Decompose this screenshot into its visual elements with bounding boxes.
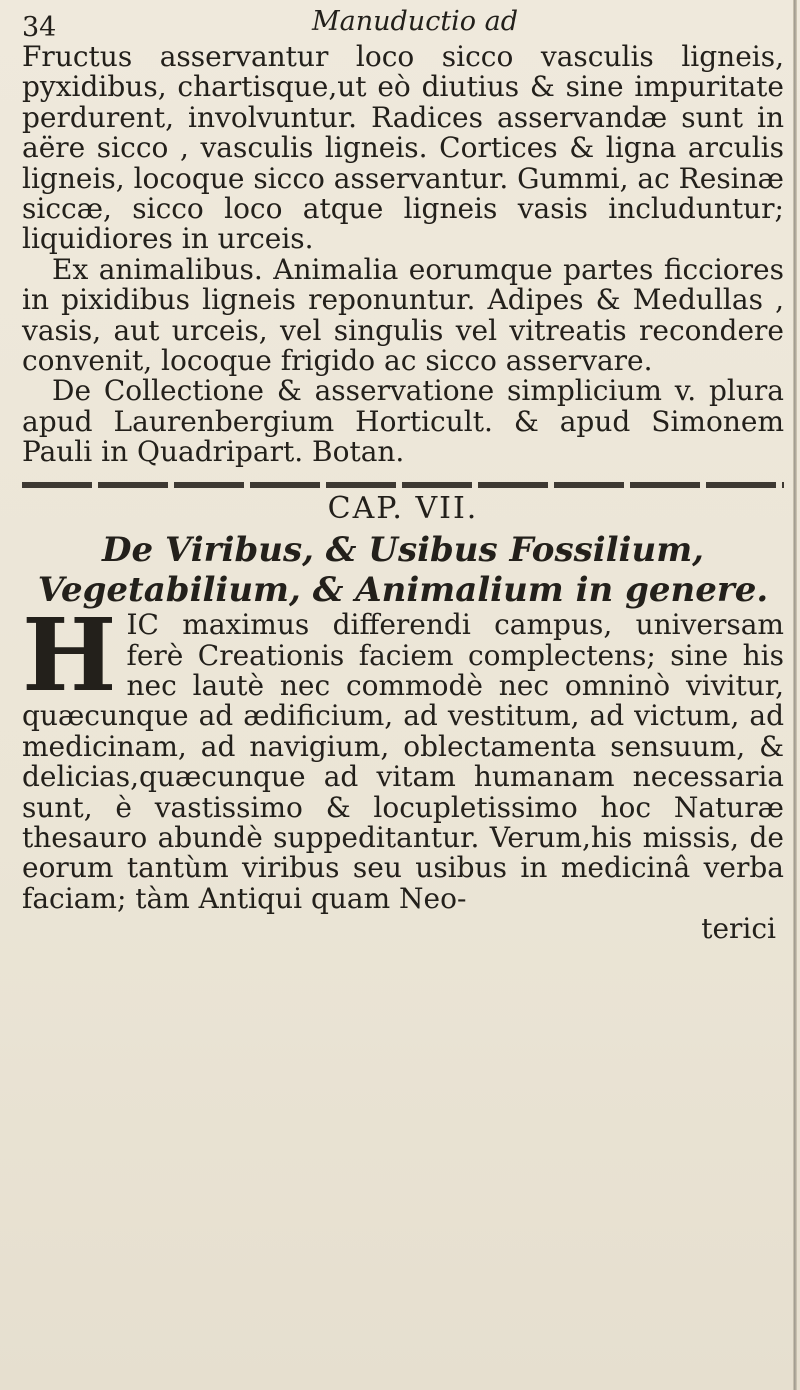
section-rule xyxy=(22,482,784,488)
page-header xyxy=(22,2,782,42)
catchword: terici xyxy=(701,912,776,946)
paragraph-collectione: De Collectione & asservatione simplicium v. plura apud Laurenbergium Horticult. & apud Simonem Pauli in Quadripart. Botan. xyxy=(22,374,784,469)
page-text xyxy=(22,42,784,945)
chapter-body xyxy=(22,596,784,915)
paragraph-animalibus: Ex animalibus. Animalia eorumque partes ficciores in pixidibus ligneis reponuntur. Adipes & Medullas , vasis, aut urceis, vel singulis vel vitreatis recondere convenit, locoque frigido ac sicco asservare. xyxy=(22,252,784,378)
page-number: 34 xyxy=(22,12,57,43)
chapter-body-text: IC maximus differendi campus, universam ferè Creationis faciem complectens; sine his nec lautè nec commodè nec omninò vivitur, quæcunque ad ædificium, ad vestitum, ad victum, ad medicinam, ad navigium, oblectamenta sensuum, & delicias,quæcunque ad vitam humanam necessaria sunt, è vastissimo & locupletissimo hoc Naturæ thesauro abundè suppeditantur. Verum,his missis, de eorum tantùm viribus seu usibus in medicinâ verba faciam; tàm Antiqui quam Neo- xyxy=(22,608,784,915)
paragraph-fructus: Fructus asservantur loco sicco vasculis ligneis, pyxidibus, chartisque,ut eò diutius & sine impuritate perdurent, involvuntur. Radices asservandæ sunt in aëre sicco , vasculis ligneis. Cortices & ligna arculis ligneis, locoque sicco asservantur. Gummi, ac Resinæ siccæ, sicco loco atque ligneis vasis includuntur; liquidiores in urceis. xyxy=(22,40,784,256)
chapter-title: De Viribus, & Usibus Fossilium, Vegetabilium, & Animalium in genere. xyxy=(37,530,769,611)
drop-capital: H xyxy=(22,596,117,715)
running-title: Manuductio ad xyxy=(312,6,519,37)
page-edge xyxy=(793,0,797,1390)
chapter-label: CAP. VII. xyxy=(327,490,479,526)
